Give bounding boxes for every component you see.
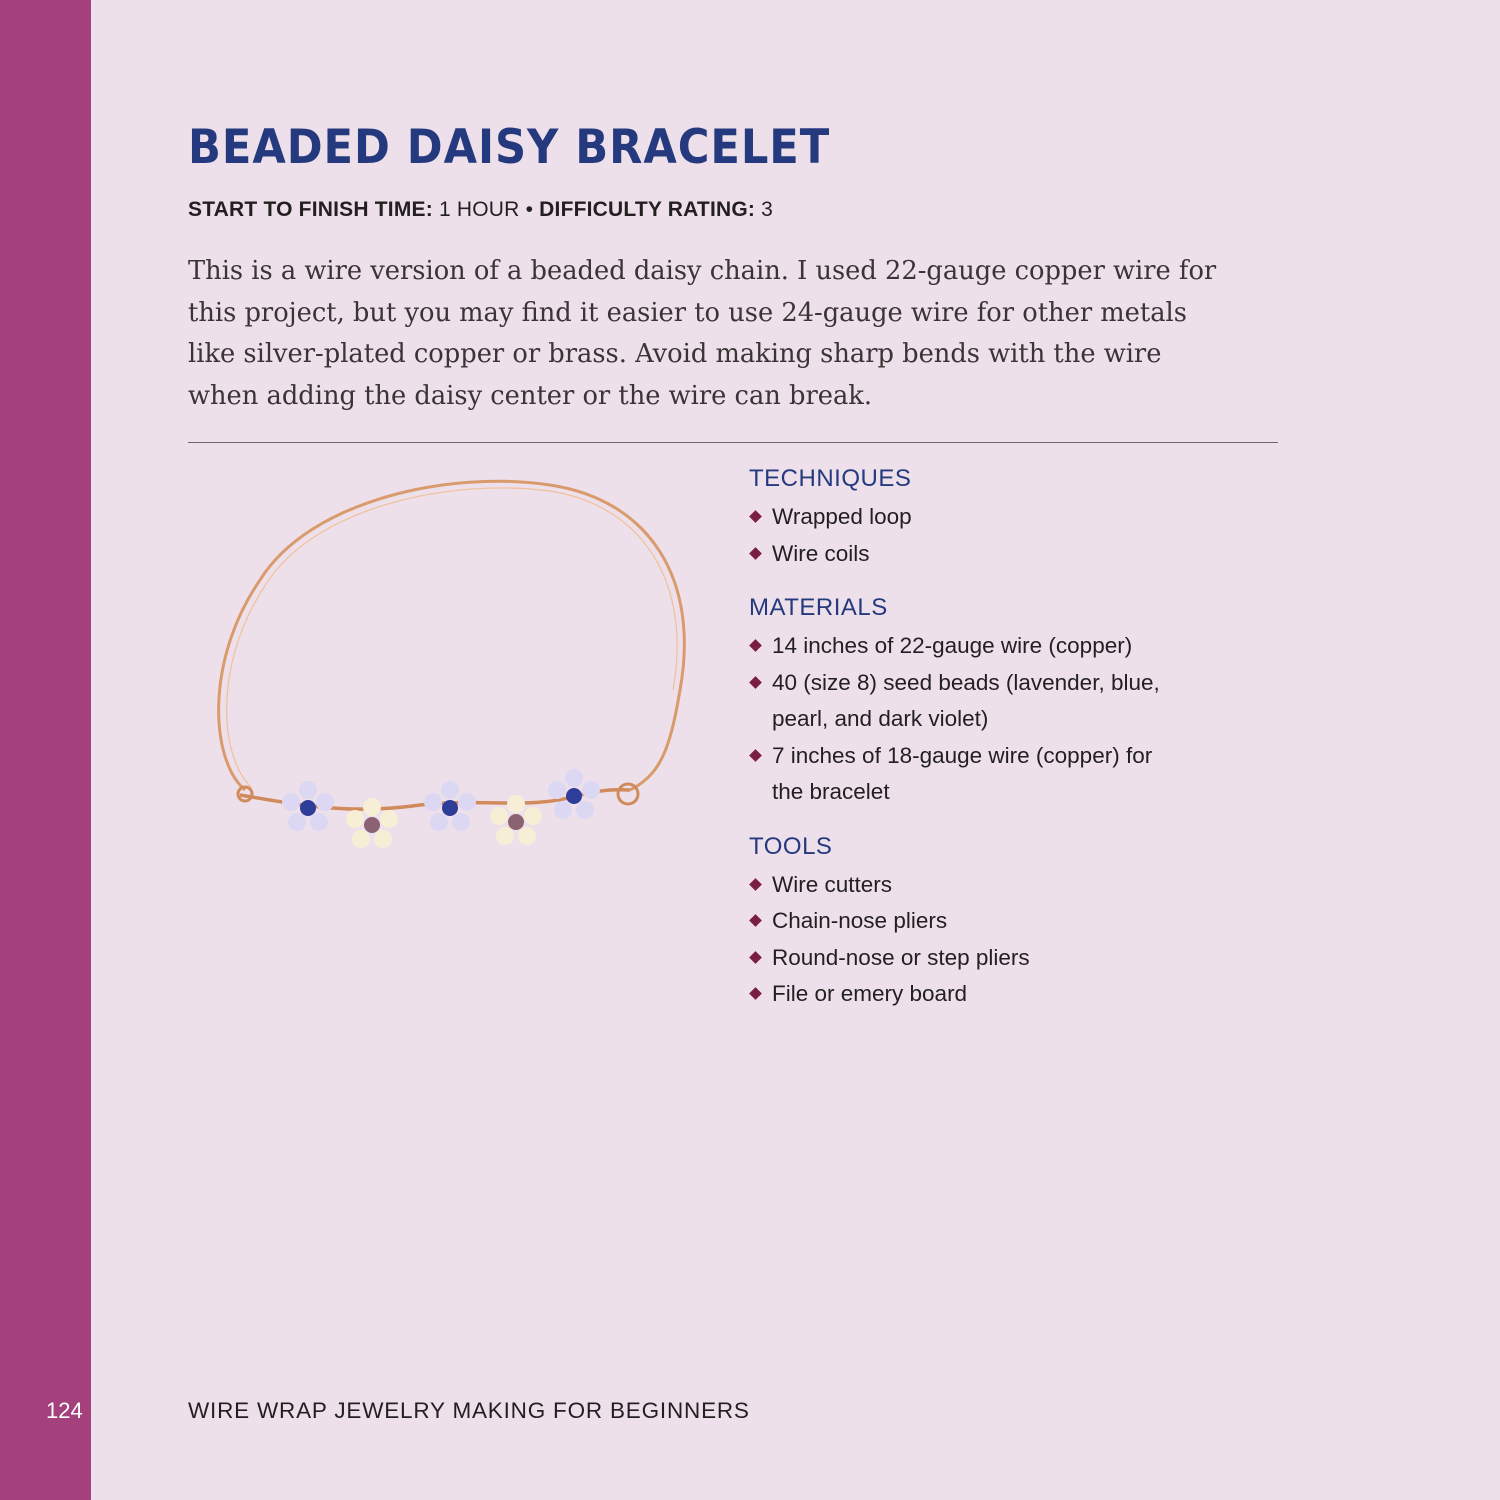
project-lists — [749, 465, 1249, 1035]
tools-section — [749, 833, 1249, 1013]
list-item: Chain-nose pliers — [749, 903, 1249, 940]
techniques-section — [749, 465, 1249, 572]
diamond-bullet-icon — [749, 639, 762, 652]
list-item: 14 inches of 22-gauge wire (copper) — [749, 628, 1249, 665]
diamond-bullet-icon — [749, 510, 762, 523]
bracelet-illustration — [200, 460, 700, 860]
book-title-footer: WIRE WRAP JEWELRY MAKING FOR BEGINNERS — [188, 1398, 750, 1423]
project-meta — [188, 198, 773, 222]
diamond-bullet-icon — [749, 547, 762, 560]
page-number: 124 — [46, 1398, 83, 1423]
list-item: Wire coils — [749, 536, 1249, 573]
list-item: Wrapped loop — [749, 499, 1249, 536]
diamond-bullet-icon — [749, 914, 762, 927]
materials-heading: MATERIALS — [749, 594, 888, 621]
list-item: File or emery board — [749, 976, 1249, 1013]
diamond-bullet-icon — [749, 878, 762, 891]
techniques-heading: TECHNIQUES — [749, 465, 912, 492]
page-title: BEADED DAISY BRACELET — [188, 120, 831, 175]
diamond-bullet-icon — [749, 676, 762, 689]
divider — [188, 442, 1278, 443]
bracelet-photo — [200, 460, 700, 860]
side-color-bar — [0, 0, 91, 1500]
diamond-bullet-icon — [749, 749, 762, 762]
intro-paragraph: This is a wire version of a beaded daisy chain. I used 22-gauge copper wire for this project, but you may find it easier to use 24-gauge wire for other metals like silver-plated copper or brass. Avoid making sharp bends with the wire when adding the daisy center or the wire can break. — [188, 255, 1217, 411]
list-item: 40 (size 8) seed beads (lavender, blue, pearl, and dark violet) — [749, 665, 1192, 738]
diamond-bullet-icon — [749, 987, 762, 1000]
tools-heading: TOOLS — [749, 832, 833, 860]
list-item: 7 inches of 18-gauge wire (copper) for the bracelet — [749, 738, 1172, 811]
difficulty-label: DIFFICULTY RATING: — [539, 198, 756, 221]
list-item: Wire cutters — [749, 867, 1249, 904]
difficulty-value: 3 — [761, 198, 774, 221]
time-label: START TO FINISH TIME: — [188, 198, 433, 221]
diamond-bullet-icon — [749, 951, 762, 964]
list-item: Round-nose or step pliers — [749, 940, 1249, 977]
time-value: 1 HOUR — [438, 198, 520, 221]
materials-section — [749, 594, 1249, 811]
meta-separator: • — [525, 198, 534, 221]
